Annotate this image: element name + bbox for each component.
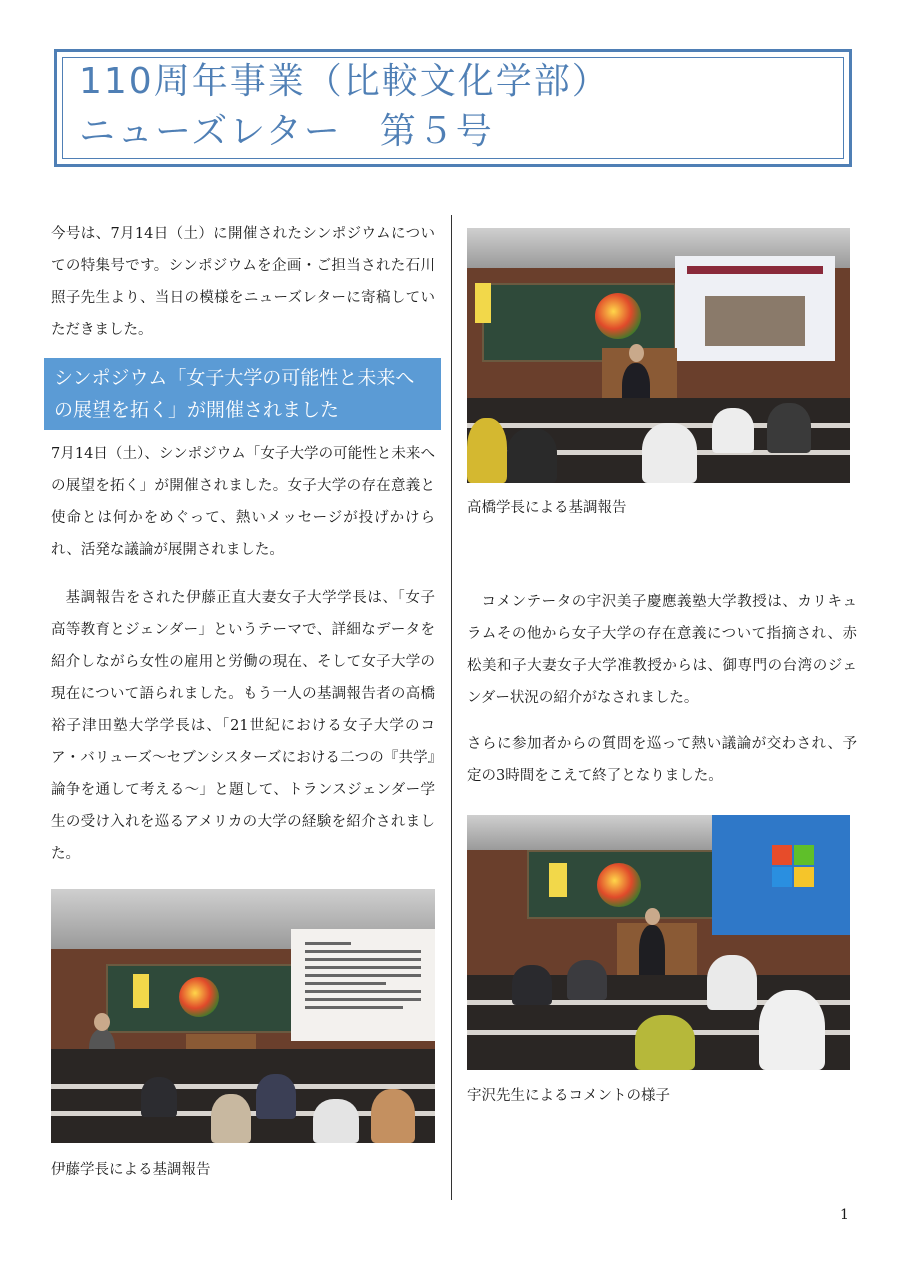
- section-heading: シンポジウム「女子大学の可能性と未来への展望を拓く」が開催されました: [44, 358, 441, 430]
- paragraph-1: 7月14日（土）、シンポジウム「女子大学の可能性と未来への展望を拓く」が開催されました。女子大学の存在意義と使命とは何かをめぐって、熱いメッセージが投げかけられ、活発な議論が展開されました。: [51, 446, 435, 558]
- intro-paragraph: 今号は、7月14日（土）に開催されたシンポジウムについての特集号です。シンポジウムを企画・ご担当された石川照子先生より、当日の模様をニューズレターに寄稿していただきました。: [51, 226, 435, 338]
- paragraph-2: 基調報告をされた伊藤正直大妻女子大学学長は、「女子高等教育とジェンダー」というテーマで、詳細なデータを紹介しながら女性の雇用と労働の現在、そして女子大学の現在について語られました。もう一人の基調報告者の高橋裕子津田塾大学学長は、「21世紀における女子大学のコア・バリューズ～セブンシスターズにおける二つの『共学』論争を通して考える～」と題して、トランスジェンダー学生の受け入れを巡るアメリカの大学の経験を紹介されました。: [51, 590, 435, 862]
- paragraph-4: さらに参加者からの質問を巡って熱い議論が交わされ、予定の3時間をこえて終了となりました。: [467, 736, 857, 784]
- photo-takahashi-keynote: [467, 228, 850, 483]
- caption-photo-takahashi: 高橋学長による基調報告: [467, 500, 627, 516]
- caption-photo-ito: 伊藤学長による基調報告: [51, 1162, 211, 1178]
- title-line-1: 110周年事業（比較文化学部）: [79, 61, 610, 102]
- title-line-2: ニューズレター 第５号: [79, 111, 494, 152]
- paragraph-3: コメンテータの宇沢美子慶應義塾大学教授は、カリキュラムその他から女子大学の存在意義について指摘され、赤松美和子大妻女子大学准教授からは、御専門の台湾のジェンダー状況の紹介がなされました。: [467, 594, 857, 706]
- photo-uzawa-comment: [467, 815, 850, 1070]
- caption-photo-uzawa: 宇沢先生によるコメントの様子: [467, 1088, 670, 1104]
- photo-ito-keynote: [51, 889, 435, 1143]
- newsletter-title-box: [54, 49, 852, 167]
- column-divider: [451, 215, 452, 1200]
- page-number: 1: [840, 1207, 849, 1223]
